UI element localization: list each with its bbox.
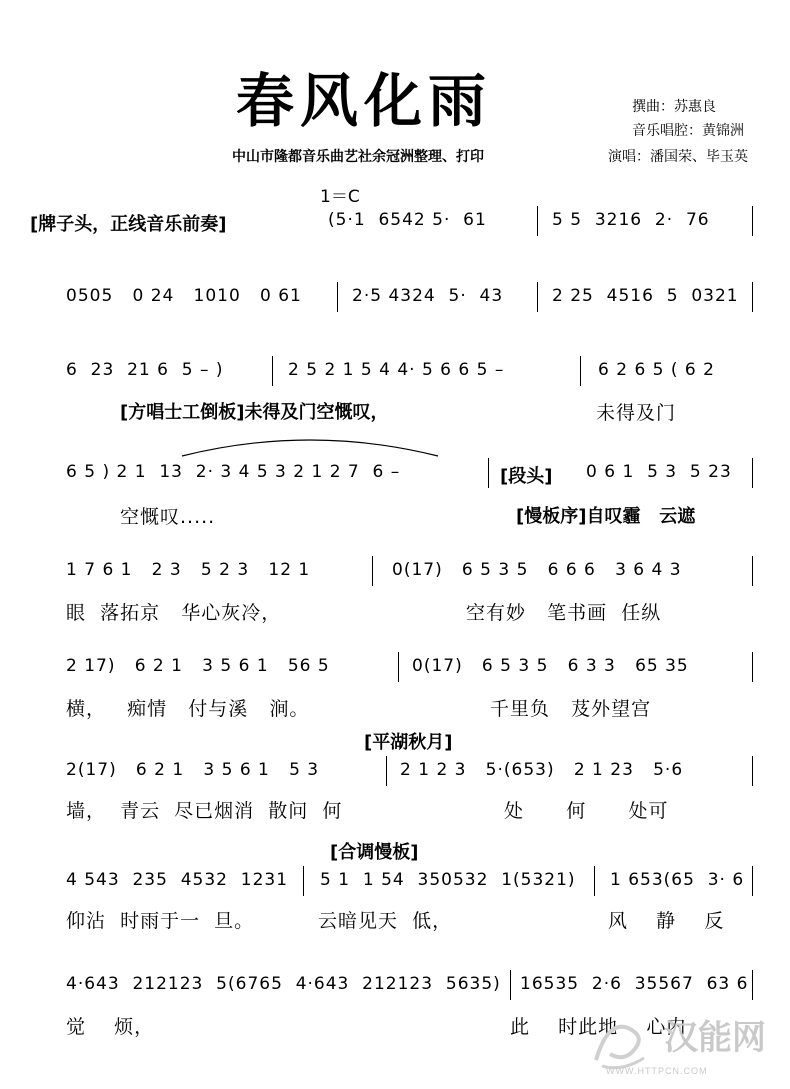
lyric-line: 墙， 青云 尽已烟消 散问 何 (66, 800, 343, 822)
bar-line (372, 556, 373, 586)
note-measure: 0 6 1 5 3 5 23 (586, 462, 732, 482)
lyric-line: 空有妙 笔书画 任纵 (466, 602, 662, 624)
section-label: [牌子头，正线音乐前奏] (30, 214, 227, 235)
phrase-slur (180, 430, 440, 460)
lyric-line: [慢板序]自叹霾 云遮 (516, 506, 696, 527)
note-measure: 2(17) 6 2 1 3 5 6 1 5 3 (66, 760, 320, 780)
note-measure: 1 653(65 3· 6 (610, 870, 745, 890)
note-measure: 6 5 ) 2 1 13 2· 3 4 5 3 2 1 2 7 6 – (66, 462, 401, 482)
bar-line (537, 282, 538, 312)
note-measure: 2 17) 6 2 1 3 5 6 1 56 5 (66, 656, 330, 676)
note-measure: 2 1 2 3 5·(653) 2 1 23 5·6 (400, 760, 684, 780)
bar-line (537, 206, 538, 236)
note-measure: 2 5 2 1 5 4 4· 5 6 6 5 – (288, 360, 505, 380)
bar-line (337, 282, 338, 312)
bar-line (752, 970, 753, 1000)
bar-line (580, 356, 581, 386)
bar-line (488, 458, 489, 488)
lyric-line: 未得及门 (596, 402, 677, 424)
note-measure: (5·1 6542 5· 61 (328, 210, 487, 230)
note-measure: 2 25 4516 5 0321 (552, 286, 739, 306)
tune-credit: 音乐唱腔：黄锦洲 (632, 123, 744, 139)
composer-credit: 撰曲：苏惠良 (632, 99, 716, 115)
bar-line (272, 356, 273, 386)
bar-line (752, 866, 753, 896)
watermark-url: WWW.HTTPCN.COM (606, 1066, 708, 1076)
watermark-brand: 汉能网 (664, 1019, 766, 1057)
lyric-line: 觉 烦， (66, 1016, 155, 1038)
bar-line (303, 866, 304, 896)
note-measure: 0(17) 6 5 3 5 6 6 6 3 6 4 3 (392, 560, 682, 580)
section-label: [平湖秋月] (364, 732, 453, 753)
lyric-line: 风 静 反 (608, 910, 725, 932)
bar-line (594, 866, 595, 896)
note-measure: 0(17) 6 5 3 5 6 3 3 65 35 (412, 656, 689, 676)
section-label: [段头] (500, 466, 553, 487)
bar-line (398, 652, 399, 682)
bar-line (752, 282, 753, 312)
bar-line (510, 970, 511, 1000)
bar-line (752, 756, 753, 786)
watermark-logo-icon (588, 1010, 658, 1072)
bar-line (752, 206, 753, 236)
singer-credit: 演唱：潘国荣、毕玉英 (608, 149, 748, 165)
note-measure: 5 5 3216 2· 76 (552, 210, 710, 230)
bar-line (386, 756, 387, 786)
note-measure: 0505 0 24 1010 0 61 (66, 286, 302, 306)
arranger-credit: 中山市隆都音乐曲艺社余冠洲整理、打印 (232, 149, 484, 165)
bar-line (752, 652, 753, 682)
note-measure: 6 23 21 6 5 – ) (66, 360, 224, 380)
page-title: 春风化雨 (236, 67, 493, 135)
lyric-line: 云暗见天 低， (318, 910, 453, 932)
lyric-line: 处 何 处可 (504, 800, 669, 822)
note-measure: 16535 2·6 35567 63 6 (520, 974, 749, 994)
section-label: [合调慢板] (330, 842, 419, 863)
note-measure: 6 2 6 5 ( 6 2 (598, 360, 715, 380)
lyric-line: 空慨叹..... (120, 506, 216, 528)
bar-line (752, 556, 753, 586)
lyric-line: 仰沾 时雨于一 旦。 (66, 910, 255, 932)
note-measure: 2·5 4324 5· 43 (352, 286, 504, 306)
lyric-line: 千里负 芨外望宫 (490, 698, 652, 720)
note-measure: 4·643 212123 5(6765 4·643 212123 5635) (66, 974, 501, 994)
bar-line (752, 458, 753, 488)
lyric-line: 眼 落拓京 华心灰冷， (66, 602, 282, 624)
note-measure: 1 7 6 1 2 3 5 2 3 12 1 (66, 560, 311, 580)
lyric-line: [方唱士工倒板]未得及门空慨叹， (120, 402, 389, 423)
lyric-line: 此 时此地 心内 (510, 1016, 687, 1038)
lyric-line: 横， 痴情 付与溪 涧。 (66, 698, 310, 720)
key-signature: 1＝C (320, 187, 360, 207)
note-measure: 5 1 1 54 350532 1(5321) (320, 870, 576, 890)
note-measure: 4 543 235 4532 1231 (66, 870, 289, 890)
